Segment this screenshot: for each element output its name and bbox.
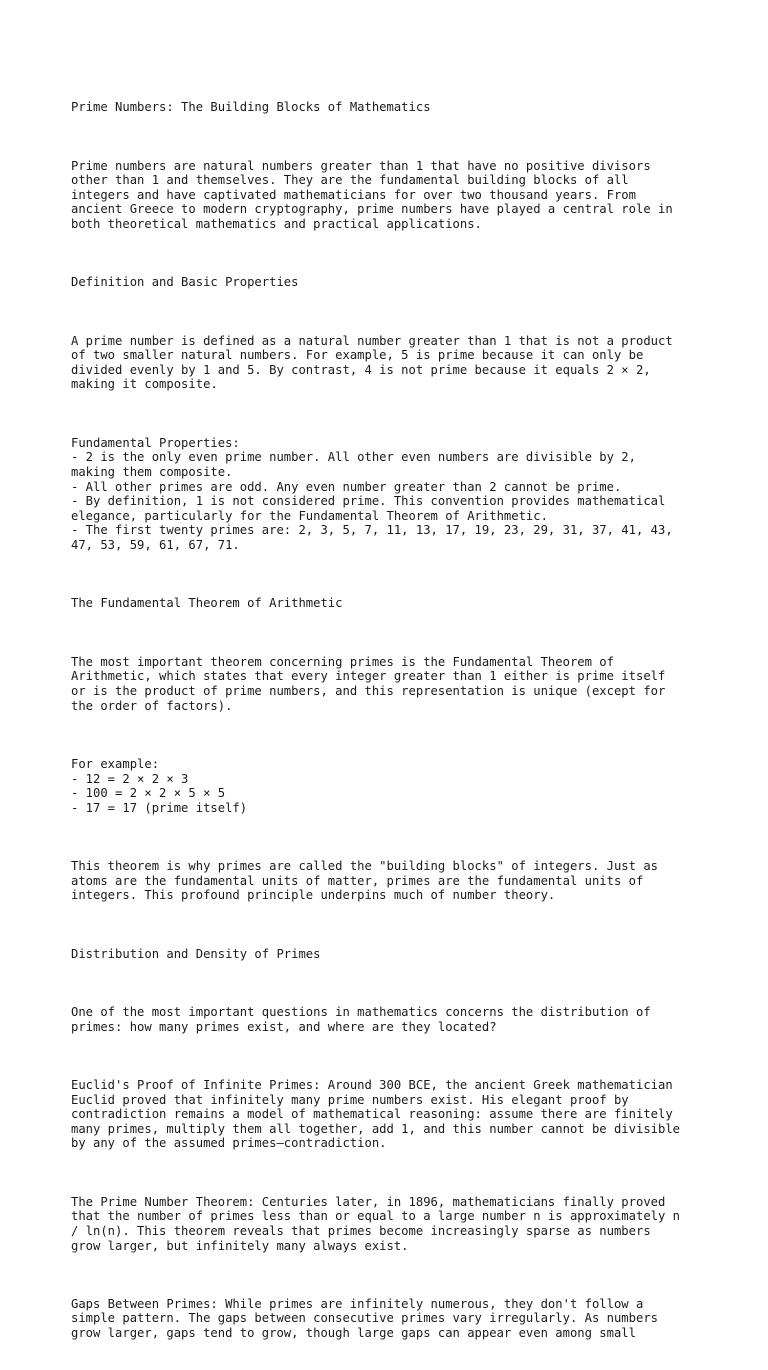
document-title: Prime Numbers: The Building Blocks of Mathematics	[71, 100, 431, 115]
prime-number-theorem-paragraph: The Prime Number Theorem: Centuries later, in 1896, mathematicians finally proved that the number of primes less than or equal to a large number n is approximately n / ln(n). This theorem reveals that primes become increasingly sparse as numbers grow larger, but infinitely many always exist.	[71, 1194, 681, 1253]
section-heading-definition: Definition and Basic Properties	[71, 275, 299, 290]
example-list: For example: - 12 = 2 × 2 × 3 - 100 = 2 × 2 × 5 × 5 - 17 = 17 (prime itself)	[71, 756, 248, 815]
euclid-proof-paragraph: Euclid's Proof of Infinite Primes: Around 300 BCE, the ancient Greek mathematician Euclid proved that infinitely many prime numbers exist. His elegant proof by contradiction remains a model of mathematical reasoning: assume there are finitely many primes, multiply them all together, add 1, and this number cannot be divisible by any of the assumed primes—contradiction.	[71, 1077, 681, 1151]
prime-gaps-paragraph: Gaps Between Primes: While primes are infinitely numerous, they don't follow a simple pattern. The gaps between consecutive primes vary irregularly. As numbers grow larger, gaps tend to grow, though large gaps can appear even among small	[71, 1296, 658, 1341]
section-heading-distribution: Distribution and Density of Primes	[71, 946, 321, 961]
building-blocks-paragraph: This theorem is why primes are called the "building blocks" of integers. Just as atoms are the fundamental units of matter, primes are the fundamental units of integers. This profound principle underpins much of number theory.	[71, 859, 658, 903]
definition-paragraph: A prime number is defined as a natural number greater than 1 that is not a product of two smaller natural numbers. For example, 5 is prime because it can only be divided evenly by 1 and 5. By contrast, 4 is not prime because it equals 2 × 2, making it composite.	[71, 333, 673, 392]
fundamental-properties-list: Fundamental Properties: - 2 is the only even prime number. All other even numbers are divisible by 2, making them composite. - All other primes are odd. Any even number greater than 2 cannot be prime. - By definition, 1 is not considered prime. This convention provides mathematical elegance, particularly for the Fundamental Theorem of Arithmetic. - The first twenty primes are: 2, 3, 5, 7, 11, 13, 17, 19, 23, 29, 31, 37, 41, 43, 47, 53, 59, 61, 67, 71.	[71, 435, 673, 552]
intro-paragraph: Prime numbers are natural numbers greater than 1 that have no positive divisors other than 1 and themselves. They are the fundamental building blocks of all integers and have captivated mathematicians for over two thousand years. From ancient Greece to modern cryptography, prime numbers have played a central role in both theoretical mathematics and practical applications.	[71, 158, 673, 231]
fundamental-theorem-paragraph: The most important theorem concerning primes is the Fundamental Theorem of Arithmetic, which states that every integer greater than 1 either is prime itself or is the product of prime numbers, and this representation is unique (except for the order of factors).	[71, 654, 666, 713]
section-heading-fundamental-theorem: The Fundamental Theorem of Arithmetic	[71, 596, 343, 611]
distribution-paragraph: One of the most important questions in mathematics concerns the distribution of primes: how many primes exist, and where are they located?	[71, 1005, 651, 1034]
document-page	[71, 71, 711, 1370]
